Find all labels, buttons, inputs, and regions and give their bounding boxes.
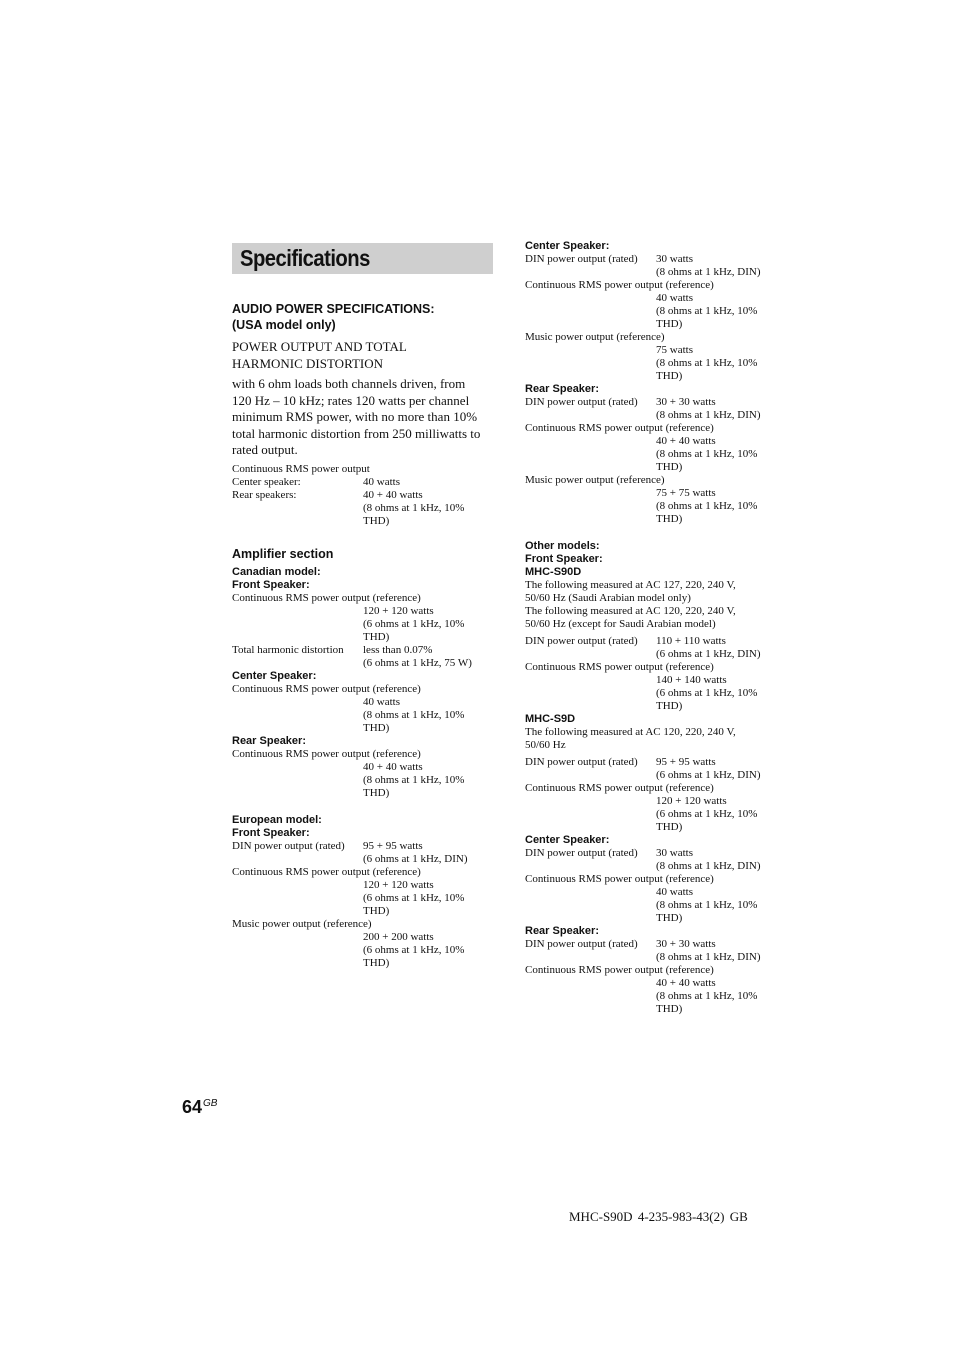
spec-label: Continuous RMS power output (reference) [525,422,714,434]
rear-speaker-heading: Rear Speaker: [525,383,599,395]
spec-note: (8 ohms at 1 kHz, 10% [363,708,465,721]
spec-label: Continuous RMS power output (reference) [525,782,714,794]
spec-row [525,396,795,409]
spec-label: Continuous RMS power output (reference) [232,747,421,760]
spec-label: Continuous RMS power output (reference) [232,865,421,878]
audio-heading-2: (USA model only) [232,318,336,332]
rear-speaker-heading: Rear Speaker: [525,925,599,937]
spec-key: DIN power output (rated) [525,253,638,265]
spec-value: 40 watts [363,475,400,488]
footer-model-code: MHC-S90D 4-235-983-43(2) GB [569,1209,748,1224]
spec-value: 40 + 40 watts [363,488,423,501]
audio-para-3: minimum RMS power, with no more than 10% [232,409,478,424]
spec-key: DIN power output (rated) [525,847,638,859]
spec-note: THD) [363,630,390,643]
spec-label: Continuous RMS power output (reference) [525,873,714,885]
spec-key: DIN power output (rated) [525,635,638,647]
spec-key: Center speaker: [232,475,301,488]
spec-note: (8 ohms at 1 kHz, 10% [656,305,758,317]
amplifier-heading: Amplifier section [232,546,334,561]
spec-label: Music power output (reference) [525,331,665,343]
spec-value: 120 + 120 watts [656,795,727,807]
spec-value: 40 watts [363,695,400,708]
page-number [182,1097,217,1118]
spec-key: DIN power output (rated) [525,756,638,768]
spec-label: Continuous RMS power output (reference) [232,682,421,695]
spec-note: THD) [656,318,683,330]
spec-note: THD) [656,461,683,473]
rear-speaker-heading: Rear Speaker: [232,734,306,747]
spec-note: (8 ohms at 1 kHz, 10% [363,501,465,514]
spec-value: 110 + 110 watts [656,635,726,647]
spec-value: 30 + 30 watts [656,938,716,950]
spec-note: (6 ohms at 1 kHz, 10% [363,891,465,904]
spec-value: 75 + 75 watts [656,487,716,499]
spec-note: (8 ohms at 1 kHz, DIN) [656,951,761,963]
spec-label: Continuous RMS power output (reference) [525,964,714,976]
spec-value: 200 + 200 watts [363,930,434,943]
spec-value: 120 + 120 watts [363,604,434,617]
spec-label: Music power output (reference) [525,474,665,486]
left-column [232,301,502,970]
spec-value: 40 + 40 watts [363,760,423,773]
spec-row [525,847,795,860]
spec-row [232,489,502,502]
spec-label: Continuous RMS power output (reference) [525,279,714,291]
page-suffix: GB [203,1098,218,1109]
spec-note: THD) [363,721,390,734]
measure-note: The following measured at AC 120, 220, 240 V, [525,726,736,738]
spec-key: DIN power output (rated) [525,938,638,950]
spec-note: (6 ohms at 1 kHz, 10% [363,617,465,630]
spec-value: 75 watts [656,344,693,356]
spec-key: DIN power output (rated) [232,839,345,852]
spec-key: Rear speakers: [232,488,297,501]
spec-note: (8 ohms at 1 kHz, DIN) [656,266,761,278]
spec-note: (8 ohms at 1 kHz, 10% [656,357,758,369]
spec-note: (8 ohms at 1 kHz, 10% [656,500,758,512]
front-speaker-heading: Front Speaker: [525,553,603,565]
spec-note: (6 ohms at 1 kHz, DIN) [363,852,468,865]
spec-note: (6 ohms at 1 kHz, 75 W) [363,656,472,669]
other-models-heading: Other models: [525,540,600,552]
model-heading-mhc-s90d: MHC-S90D [525,566,582,578]
spec-value: 95 + 95 watts [363,839,423,852]
spec-note: (6 ohms at 1 kHz, 10% [656,687,758,699]
spec-row [232,840,502,853]
page-title: Specifications [240,245,370,271]
spec-value: 140 + 140 watts [656,674,727,686]
spec-value: less than 0.07% [363,643,433,656]
spec-note: THD) [363,956,390,969]
model-heading-mhc-s9d: MHC-S9D [525,713,576,725]
spec-note: THD) [656,1003,683,1015]
canadian-model-heading: Canadian model: [232,565,321,578]
audio-para-5: rated output. [232,442,298,457]
spec-note: THD) [656,513,683,525]
spec-note: (6 ohms at 1 kHz, 10% [363,943,465,956]
title-bar [232,243,493,274]
spec-key: DIN power output (rated) [525,396,638,408]
measure-note: The following measured at AC 120, 220, 240 V, [525,605,736,617]
spec-label: Music power output (reference) [232,917,372,930]
spec-note: THD) [656,912,683,924]
center-speaker-heading: Center Speaker: [232,669,317,682]
audio-sub-2: HARMONIC DISTORTION [232,355,384,371]
spec-row [232,476,502,489]
cont-rms-label: Continuous RMS power output [232,462,370,475]
spec-note: THD) [363,514,390,527]
spec-value: 30 watts [656,253,693,265]
audio-para-2: 120 Hz – 10 kHz; rates 120 watts per channel [232,392,470,408]
spec-row [525,938,795,951]
center-speaker-heading: Center Speaker: [525,834,610,846]
spec-label: Continuous RMS power output (reference) [232,591,421,604]
front-speaker-heading: Front Speaker: [232,578,310,591]
page-number-value: 64 [182,1097,203,1117]
spec-note: (6 ohms at 1 kHz, DIN) [656,648,761,660]
audio-para-1: with 6 ohm loads both channels driven, from [232,376,466,391]
center-speaker-heading: Center Speaker: [525,240,610,252]
spec-note: (8 ohms at 1 kHz, 10% [656,990,758,1002]
measure-note: 50/60 Hz [525,739,566,751]
audio-sub-1: POWER OUTPUT AND TOTAL [232,339,407,354]
spec-value: 120 + 120 watts [363,878,434,891]
spec-note: (8 ohms at 1 kHz, DIN) [656,409,761,421]
spec-value: 95 + 95 watts [656,756,716,768]
audio-para-4: total harmonic distortion from 250 milliwatts to [232,425,481,441]
spec-note: (8 ohms at 1 kHz, 10% [656,899,758,911]
spec-row [525,635,795,648]
spec-note: (6 ohms at 1 kHz, 10% [656,808,758,820]
spec-row [525,253,795,266]
right-column [525,240,795,1016]
spec-note: THD) [656,700,683,712]
european-model-heading: European model: [232,813,322,826]
spec-key: Total harmonic distortion [232,643,344,656]
spec-note: (8 ohms at 1 kHz, 10% [656,448,758,460]
spec-value: 40 + 40 watts [656,977,716,989]
spec-row [232,644,502,657]
measure-note: 50/60 Hz (except for Saudi Arabian model) [525,618,716,630]
spec-note: THD) [656,370,683,382]
measure-note: 50/60 Hz (Saudi Arabian model only) [525,592,691,604]
spec-value: 40 watts [656,292,693,304]
spec-label: Continuous RMS power output (reference) [525,661,714,673]
spec-value: 30 + 30 watts [656,396,716,408]
spec-note: (6 ohms at 1 kHz, DIN) [656,769,761,781]
audio-heading-1: AUDIO POWER SPECIFICATIONS: [232,302,435,316]
spec-note: THD) [656,821,683,833]
spec-note: THD) [363,904,390,917]
spec-row [525,756,795,769]
spec-note: THD) [363,786,390,799]
spec-note: (8 ohms at 1 kHz, DIN) [656,860,761,872]
spec-value: 30 watts [656,847,693,859]
spec-value: 40 + 40 watts [656,435,716,447]
spec-note: (8 ohms at 1 kHz, 10% [363,773,465,786]
front-speaker-heading: Front Speaker: [232,826,310,839]
measure-note: The following measured at AC 127, 220, 240 V, [525,579,736,591]
spec-value: 40 watts [656,886,693,898]
